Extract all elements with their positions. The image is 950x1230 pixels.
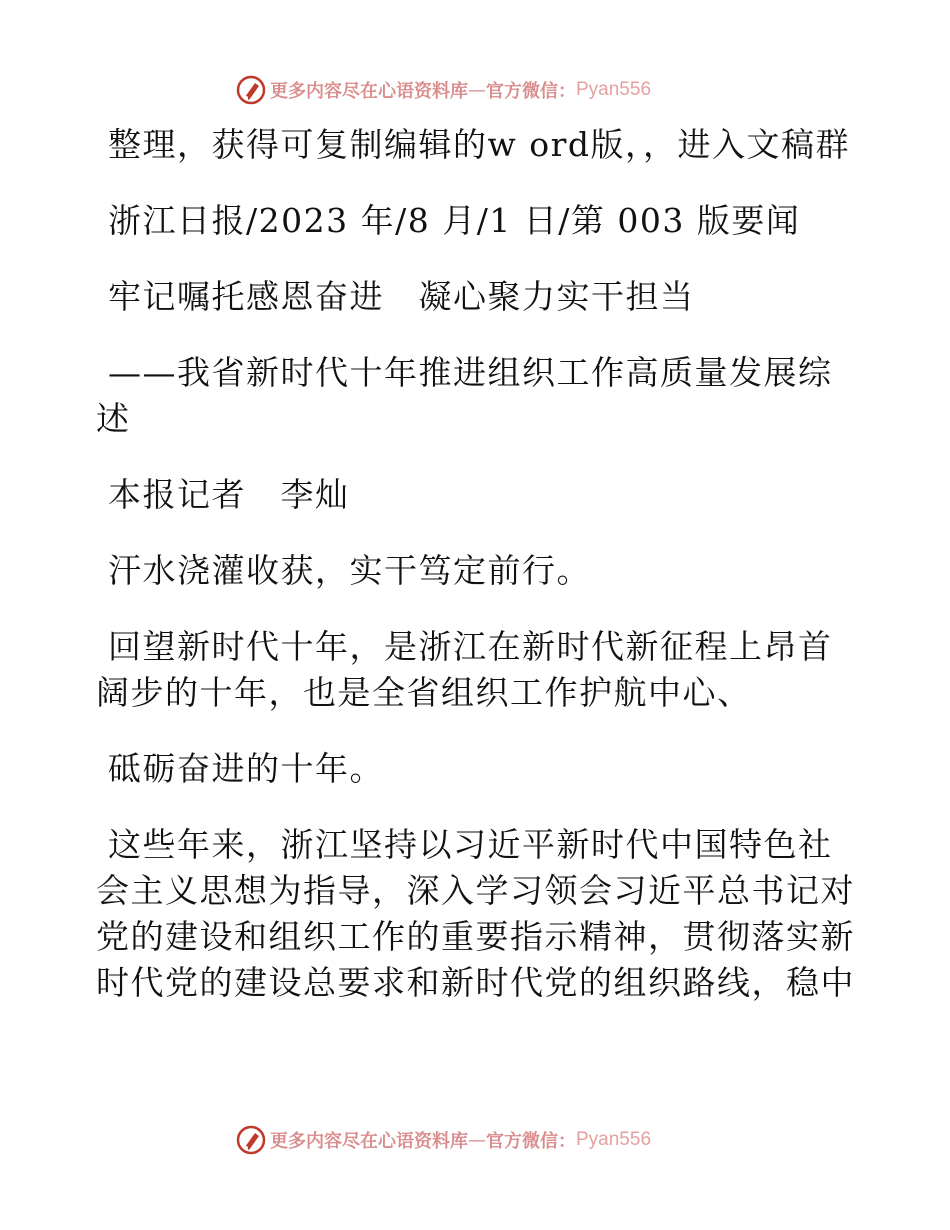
article-subtitle: ——我省新时代十年推进组织工作高质量发展综述 [96,353,833,438]
article-byline: 本报记者 李灿 [108,475,350,514]
header-watermark [236,72,651,108]
watermark-main-text: 更多内容尽在心语资料库 [270,1131,468,1152]
pen-nib-logo-icon [236,75,266,105]
watermark-account-id: Pyan556 [576,1129,652,1150]
article-title: 牢记嘱托感恩奋进 凝心聚力实干担当 [108,277,695,316]
watermark-account-id: Pyan556 [576,79,652,100]
paragraph-lead: 汗水浇灌收获，实干笃定前行。 [108,551,591,590]
watermark-account-label: 官方微信： [486,1131,576,1152]
watermark-separator: — [468,79,486,101]
paragraph-review-end: 砥砺奋进的十年。 [108,749,384,788]
watermark-account-label: 官方微信： [486,81,576,102]
watermark-separator: — [468,1129,486,1151]
paragraph-intro: 整理，获得可复制编辑的w ord版，，进入文稿群 [108,125,851,164]
paragraph-review: 回望新时代十年，是浙江在新时代新征程上昂首阔步的十年，也是全省组织工作护航中心、 [96,627,833,712]
pen-nib-logo-icon [236,1125,266,1155]
document-body [96,122,856,1036]
paragraph-body: 这些年来，浙江坚持以习近平新时代中国特色社会主义思想为指导，深入学习领会习近平总书记对党的建设和组织工作的重要指示精神，贯彻落实新时代党的建设总要求和新时代党的组织路线，稳中 [96,825,855,1002]
paragraph-source-line: 浙江日报/2023 年/8 月/1 日/第 003 版要闻 [108,201,801,240]
watermark-main-text: 更多内容尽在心语资料库 [270,81,468,102]
footer-watermark [236,1122,651,1158]
